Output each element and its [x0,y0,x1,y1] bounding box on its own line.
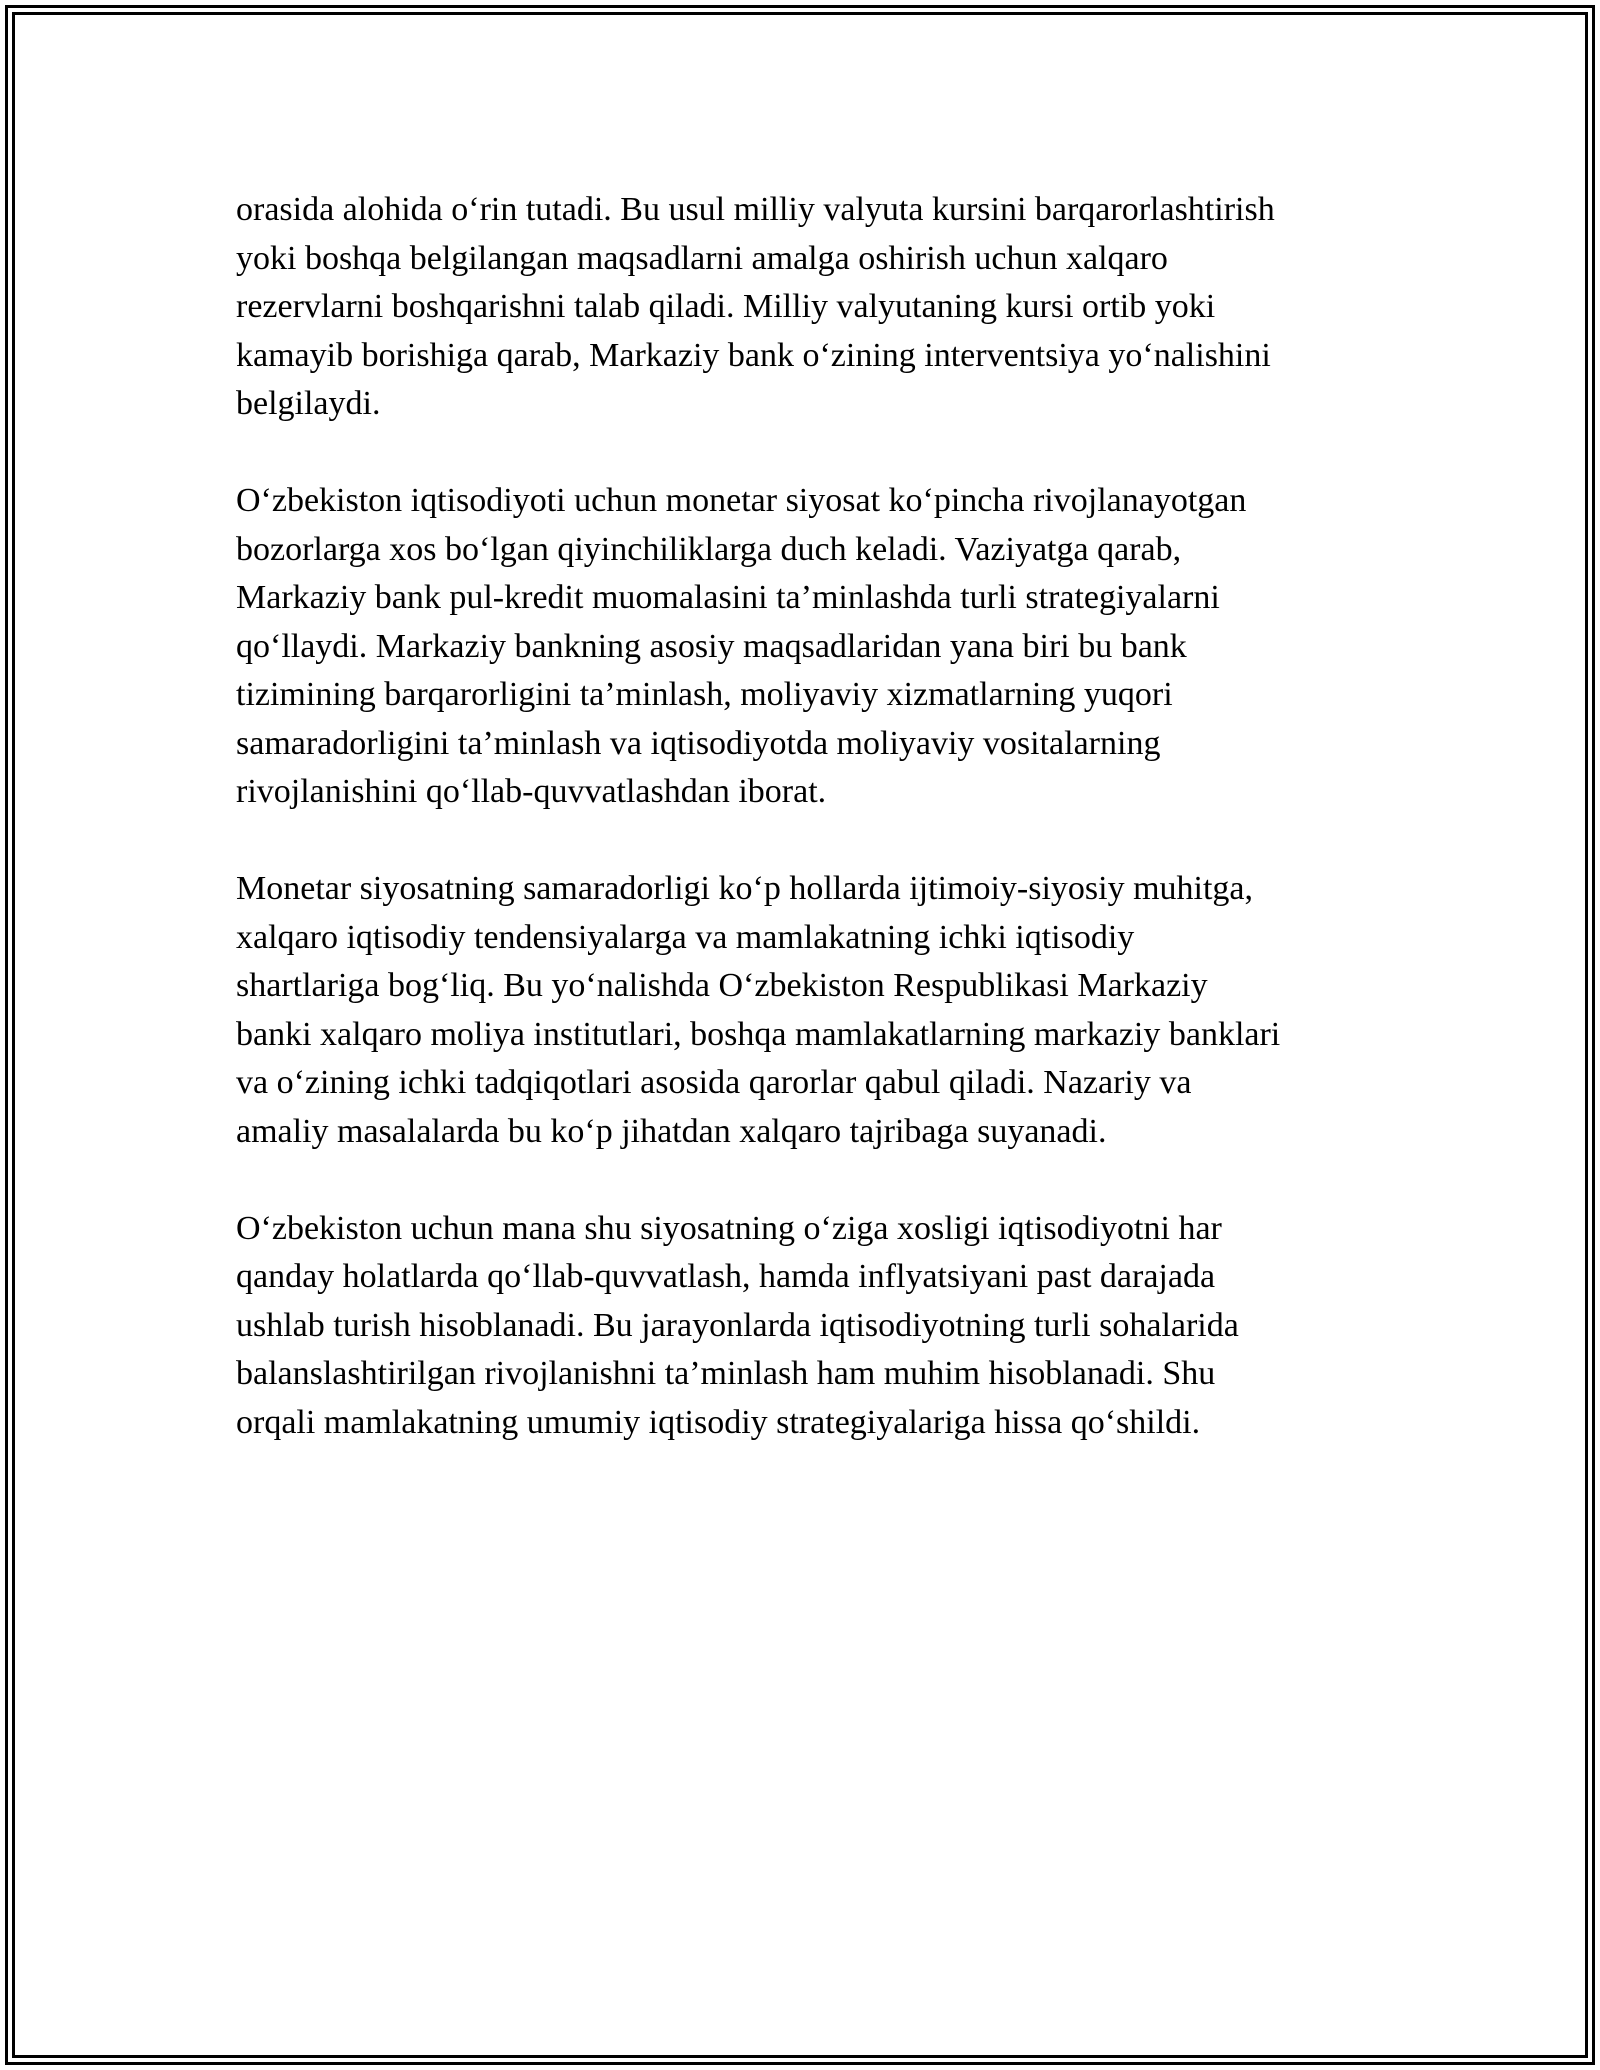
paragraph-3: Monetar siyosatning samaradorligi ko‘p hollarda ijtimoiy-siyosiy muhitga, xalqaro iqtisodiy tendensiyalarga va mamlakatning ichki iqtisodiy shartlariga bog‘liq. Bu yo‘nalishda O‘zbekiston Respublikasi Markaziy banki xalqaro moliya institutlari, boshqa mamlakatlarning markaziy banklari va o‘zining ichki tadqiqotlari asosida qarorlar qabul qiladi. Nazariy va amaliy masalalarda bu ko‘p jihatdan xalqaro tajribaga suyanadi. [236,870,1281,1150]
paragraph-1: orasida alohida o‘rin tutadi. Bu usul milliy valyuta kursini barqarorlashtirish yoki boshqa belgilangan maqsadlarni amalga oshirish uchun xalqaro rezervlarni boshqarishni talab qiladi. Milliy valyutaning kursi ortib yoki kamayib borishiga qarab, Markaziy bank o‘zining interventsiya yo‘nalishini belgilaydi. [236,191,1275,422]
paragraph-4: O‘zbekiston uchun mana shu siyosatning o‘ziga xosligi iqtisodiyotni har qanday holatlarda qo‘llab-quvvatlash, hamda inflyatsiyani past darajada ushlab turish hisoblanadi. Bu jarayonlarda iqtisodiyotning turli sohalarida balanslashtirilgan rivojlanishni ta’minlash ham muhim hisoblanadi. Shu orqali mamlakatning umumiy iqtisodiy strategiyalariga hissa qo‘shildi. [236,1209,1239,1441]
paragraph-2: O‘zbekiston iqtisodiyoti uchun monetar siyosat ko‘pincha rivojlanayotgan bozorlarga xos bo‘lgan qiyinchiliklarga duch keladi. Vaziyatga qarab, Markaziy bank pul-kredit muomalasini ta’minlashda turli strategiyalarni qo‘llaydi. Markaziy bankning asosiy maqsadlaridan yana biri bu bank tizimining barqarorligini ta’minlash, moliyaviy xizmatlarning yuqori samaradorligini ta’minlash va iqtisodiyotda moliyaviy vositalarning rivojlanishini qo‘llab-quvvatlashdan iborat. [236,482,1247,810]
document-body [236,186,1396,1496]
